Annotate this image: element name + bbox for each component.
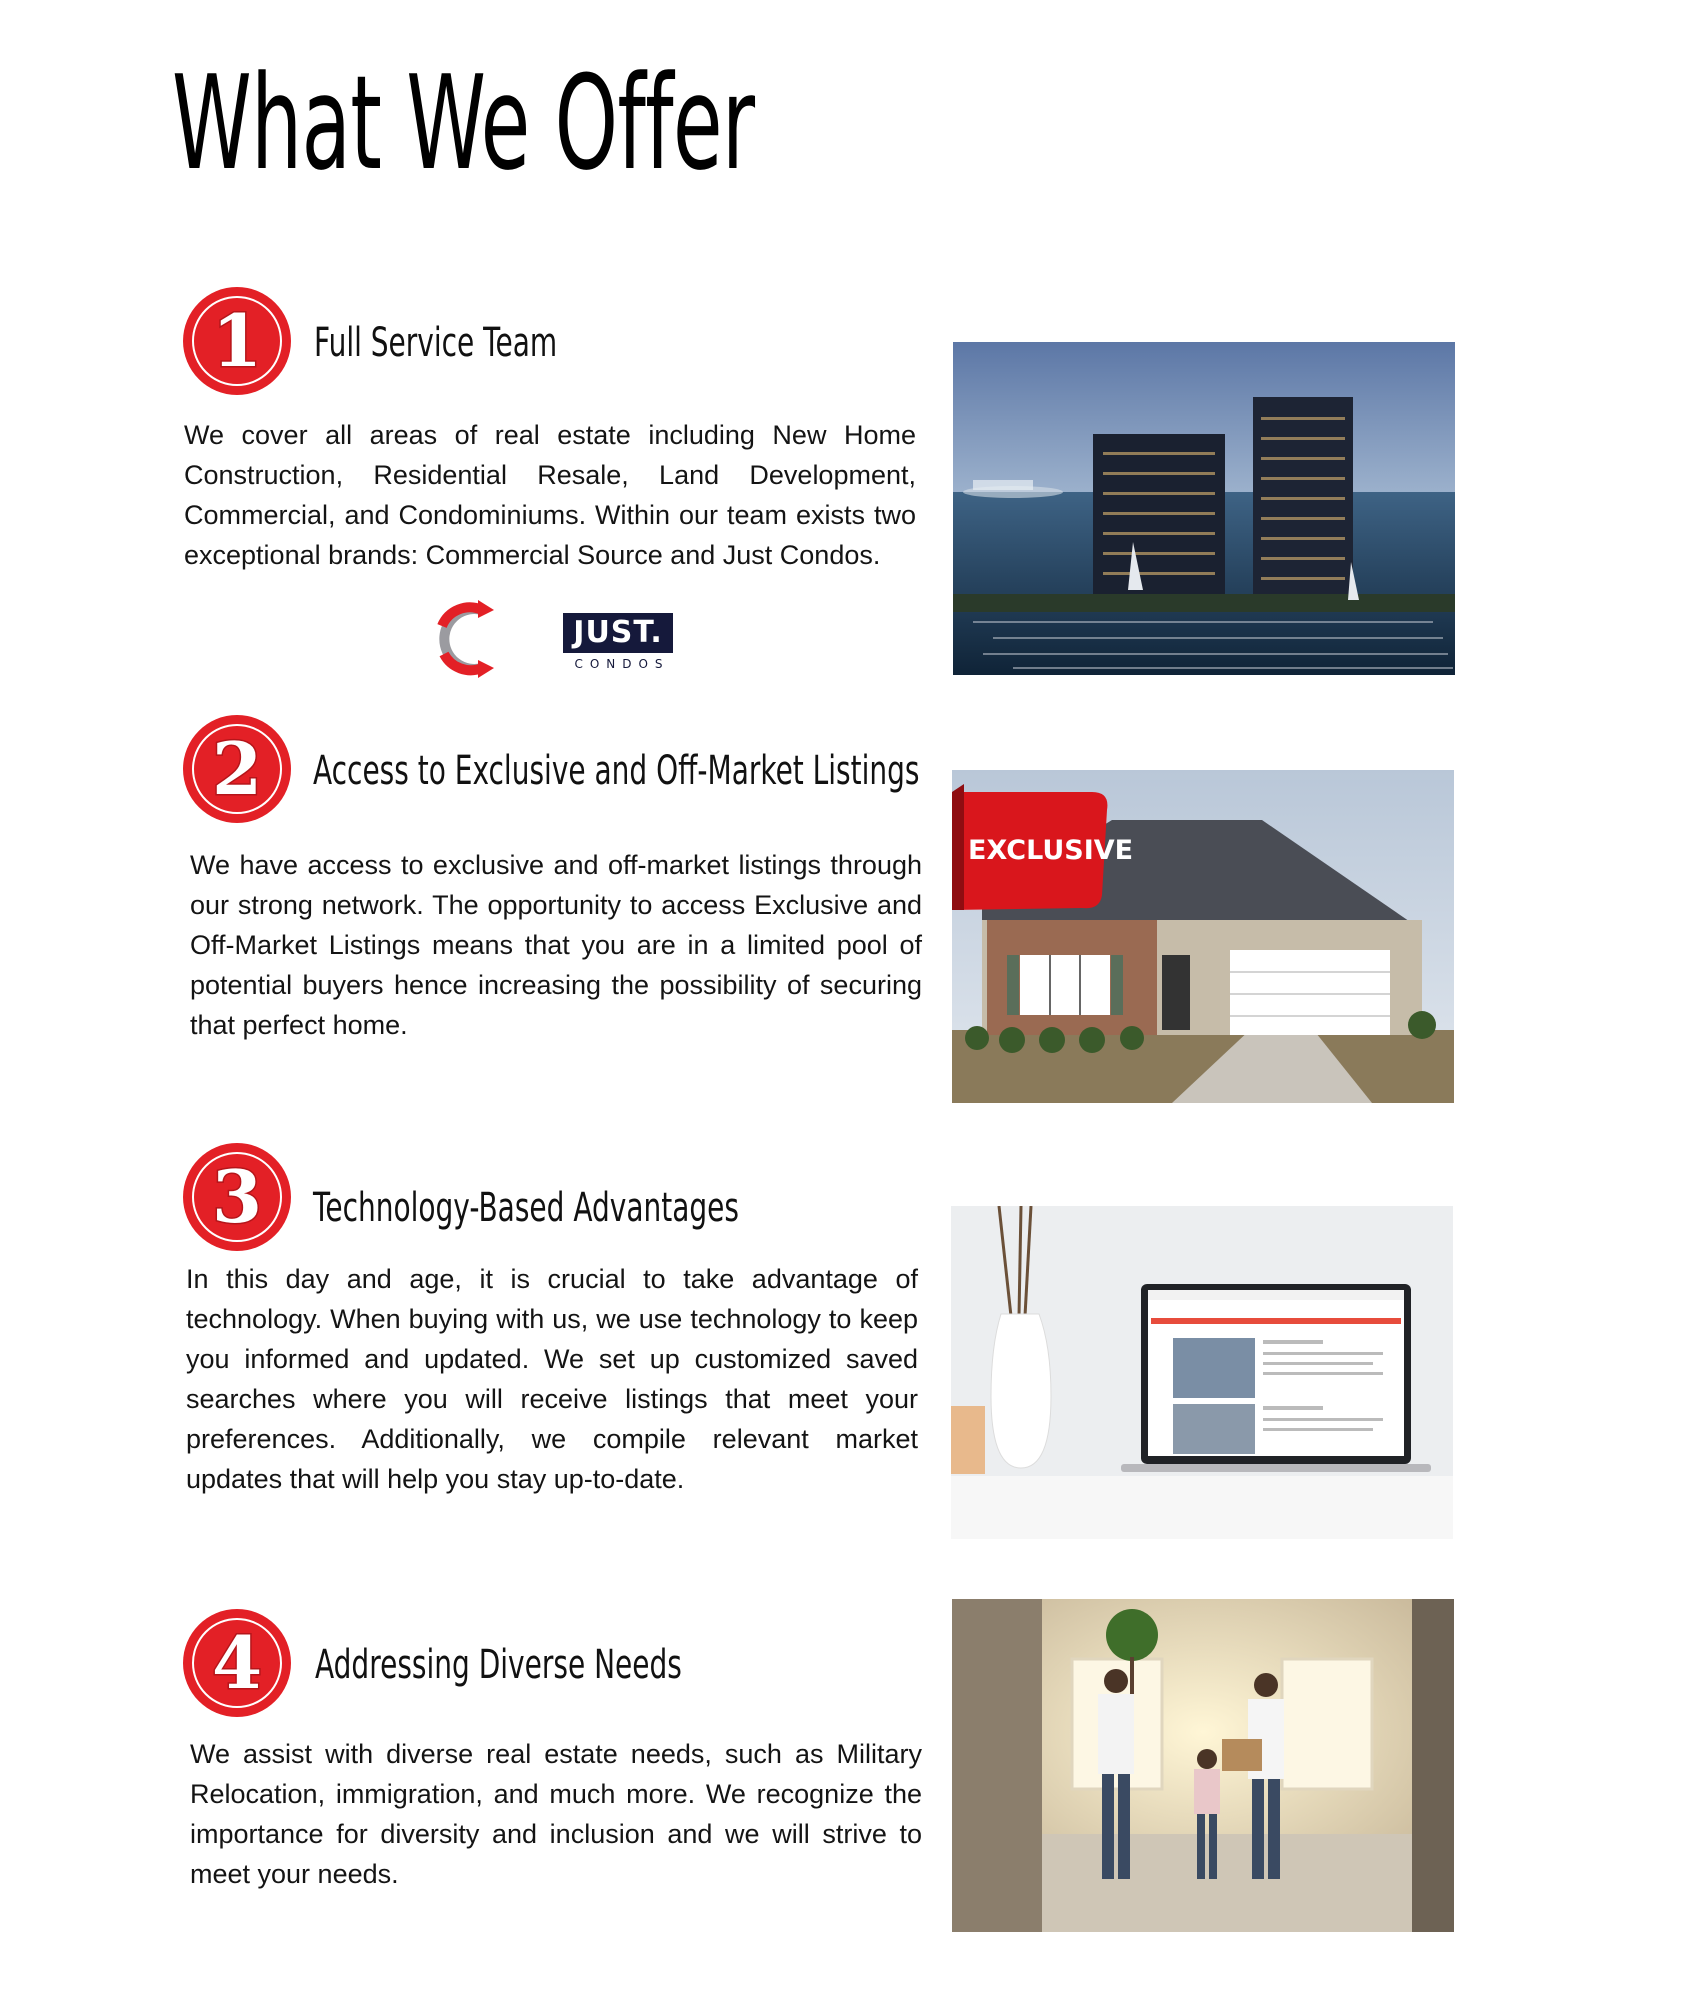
section-body-full-service-team: We cover all areas of real estate including New Home Construction, Residential Resale, Land Development, Commercial, and Condominiums. Within our team exists two exceptional brands: Commercial Source and Just Condos. xyxy=(184,420,916,570)
exclusive-house-photo xyxy=(952,770,1454,1103)
number-badge-digit: 2 xyxy=(211,726,263,811)
number-badge-digit: 3 xyxy=(211,1154,263,1239)
section-heading-full-service-team: Full Service Team xyxy=(314,320,558,366)
exclusive-banner-text: EXCLUSIVE xyxy=(968,835,1134,866)
number-badge-1 xyxy=(183,287,291,395)
section-body-diverse-needs: We assist with diverse real estate needs, such as Military Relocation, immigration, and much more. We recognize the importance for diversity and inclusion and we will strive to meet your needs. xyxy=(190,1739,922,1889)
section-heading-exclusive-listings: Access to Exclusive and Off-Market Listings xyxy=(313,748,920,794)
commercial-source-logo xyxy=(430,596,498,682)
family-moving-photo xyxy=(952,1599,1454,1932)
number-badge-3 xyxy=(183,1143,291,1251)
just-condos-logo-main: JUST. xyxy=(563,613,673,653)
waterfront-towers-photo xyxy=(953,342,1455,675)
laptop-listings-photo xyxy=(951,1206,1453,1539)
number-badge-digit: 1 xyxy=(211,298,263,383)
section-heading-diverse-needs: Addressing Diverse Needs xyxy=(315,1642,682,1688)
just-condos-logo xyxy=(563,613,675,679)
section-body-exclusive-listings: We have access to exclusive and off-market listings through our strong network. The opportunity to access Exclusive and Off-Market Listings means that you are in a limited pool of potential buyers hence increasing the possibility of securing that perfect home. xyxy=(190,850,922,1040)
number-badge-4 xyxy=(183,1609,291,1717)
section-heading-technology: Technology-Based Advantages xyxy=(313,1185,739,1231)
page-title: What We Offer xyxy=(172,47,755,199)
section-body-technology: In this day and age, it is crucial to take advantage of technology. When buying with us, we use technology to keep you informed and updated. We set up customized saved searches where you will receive listings that meet your preferences. Additionally, we compile relevant market updates that will help you stay up-to-date. xyxy=(186,1264,918,1494)
number-badge-digit: 4 xyxy=(211,1620,263,1705)
number-badge-2 xyxy=(183,715,291,823)
just-condos-logo-sub: CONDOS xyxy=(574,657,670,671)
